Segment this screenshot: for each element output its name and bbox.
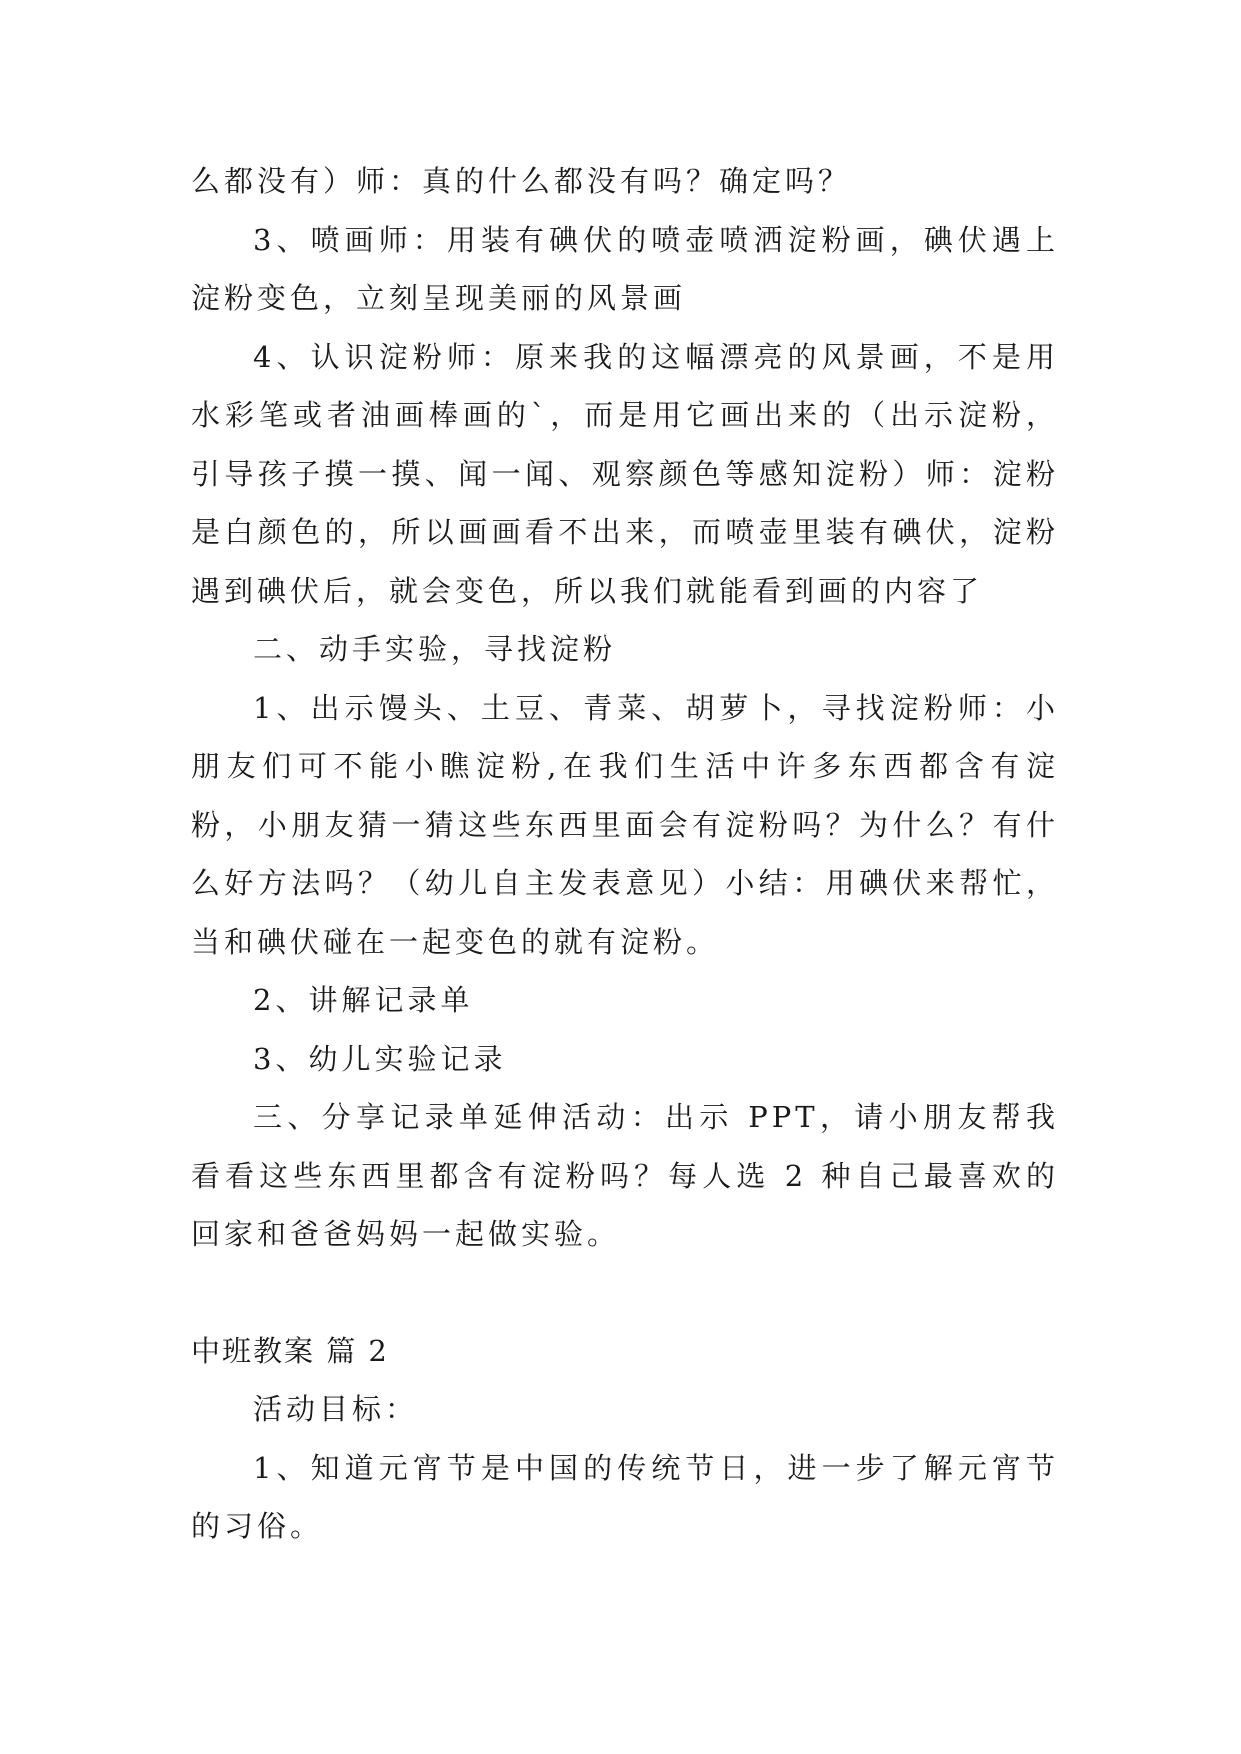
activity-goals-label: 活动目标： [253, 1392, 419, 1426]
paragraph-spray-painting: 3、喷画师：用装有碘伏的喷壶喷洒淀粉画，碘伏遇上淀粉变色，立刻呈现美丽的风景画 [191, 222, 1059, 315]
paragraph-experiment-record: 3、幼儿实验记录 [253, 1041, 507, 1076]
section-spacer [191, 1264, 1059, 1322]
document-body [191, 152, 1059, 1556]
lesson-plan-heading: 中班教案 篇 2 [191, 1333, 389, 1368]
paragraph-find-starch: 1、出示馒头、土豆、青菜、胡萝卜，寻找淀粉师：小朋友们可不能小瞧淀粉,在我们生活中许多东西都含有淀粉，小朋友猜一猜这些东西里面会有淀粉吗？为什么？有什么好方法吗？（幼儿自主发表意见）小结：用碘伏来帮忙，当和碘伏碰在一起变色的就有淀粉。 [191, 690, 1059, 959]
paragraph-goal-1: 1、知道元宵节是中国的传统节日，进一步了解元宵节的习俗。 [191, 1450, 1059, 1543]
section-heading-experiment: 二、动手实验，寻找淀粉 [253, 632, 617, 666]
paragraph-extension-activity: 三、分享记录单延伸活动：出示 PPT，请小朋友帮我看看这些东西里都含有淀粉吗？每人选 2 种自己最喜欢的回家和爸爸妈妈一起做实验。 [191, 1100, 1059, 1251]
paragraph-know-starch: 4、认识淀粉师：原来我的这幅漂亮的风景画，不是用水彩笔或者油画棒画的`，而是用它画出来的（出示淀粉，引导孩子摸一摸、闻一闻、观察颜色等感知淀粉）师：淀粉是白颜色的，所以画画看不出来，而喷壶里装有碘伏，淀粉遇到碘伏后，就会变色，所以我们就能看到画的内容了 [191, 339, 1059, 608]
paragraph-record-sheet: 2、讲解记录单 [253, 983, 474, 1017]
paragraph-continuation: 么都没有）师：真的什么都没有吗？确定吗？ [191, 164, 852, 198]
